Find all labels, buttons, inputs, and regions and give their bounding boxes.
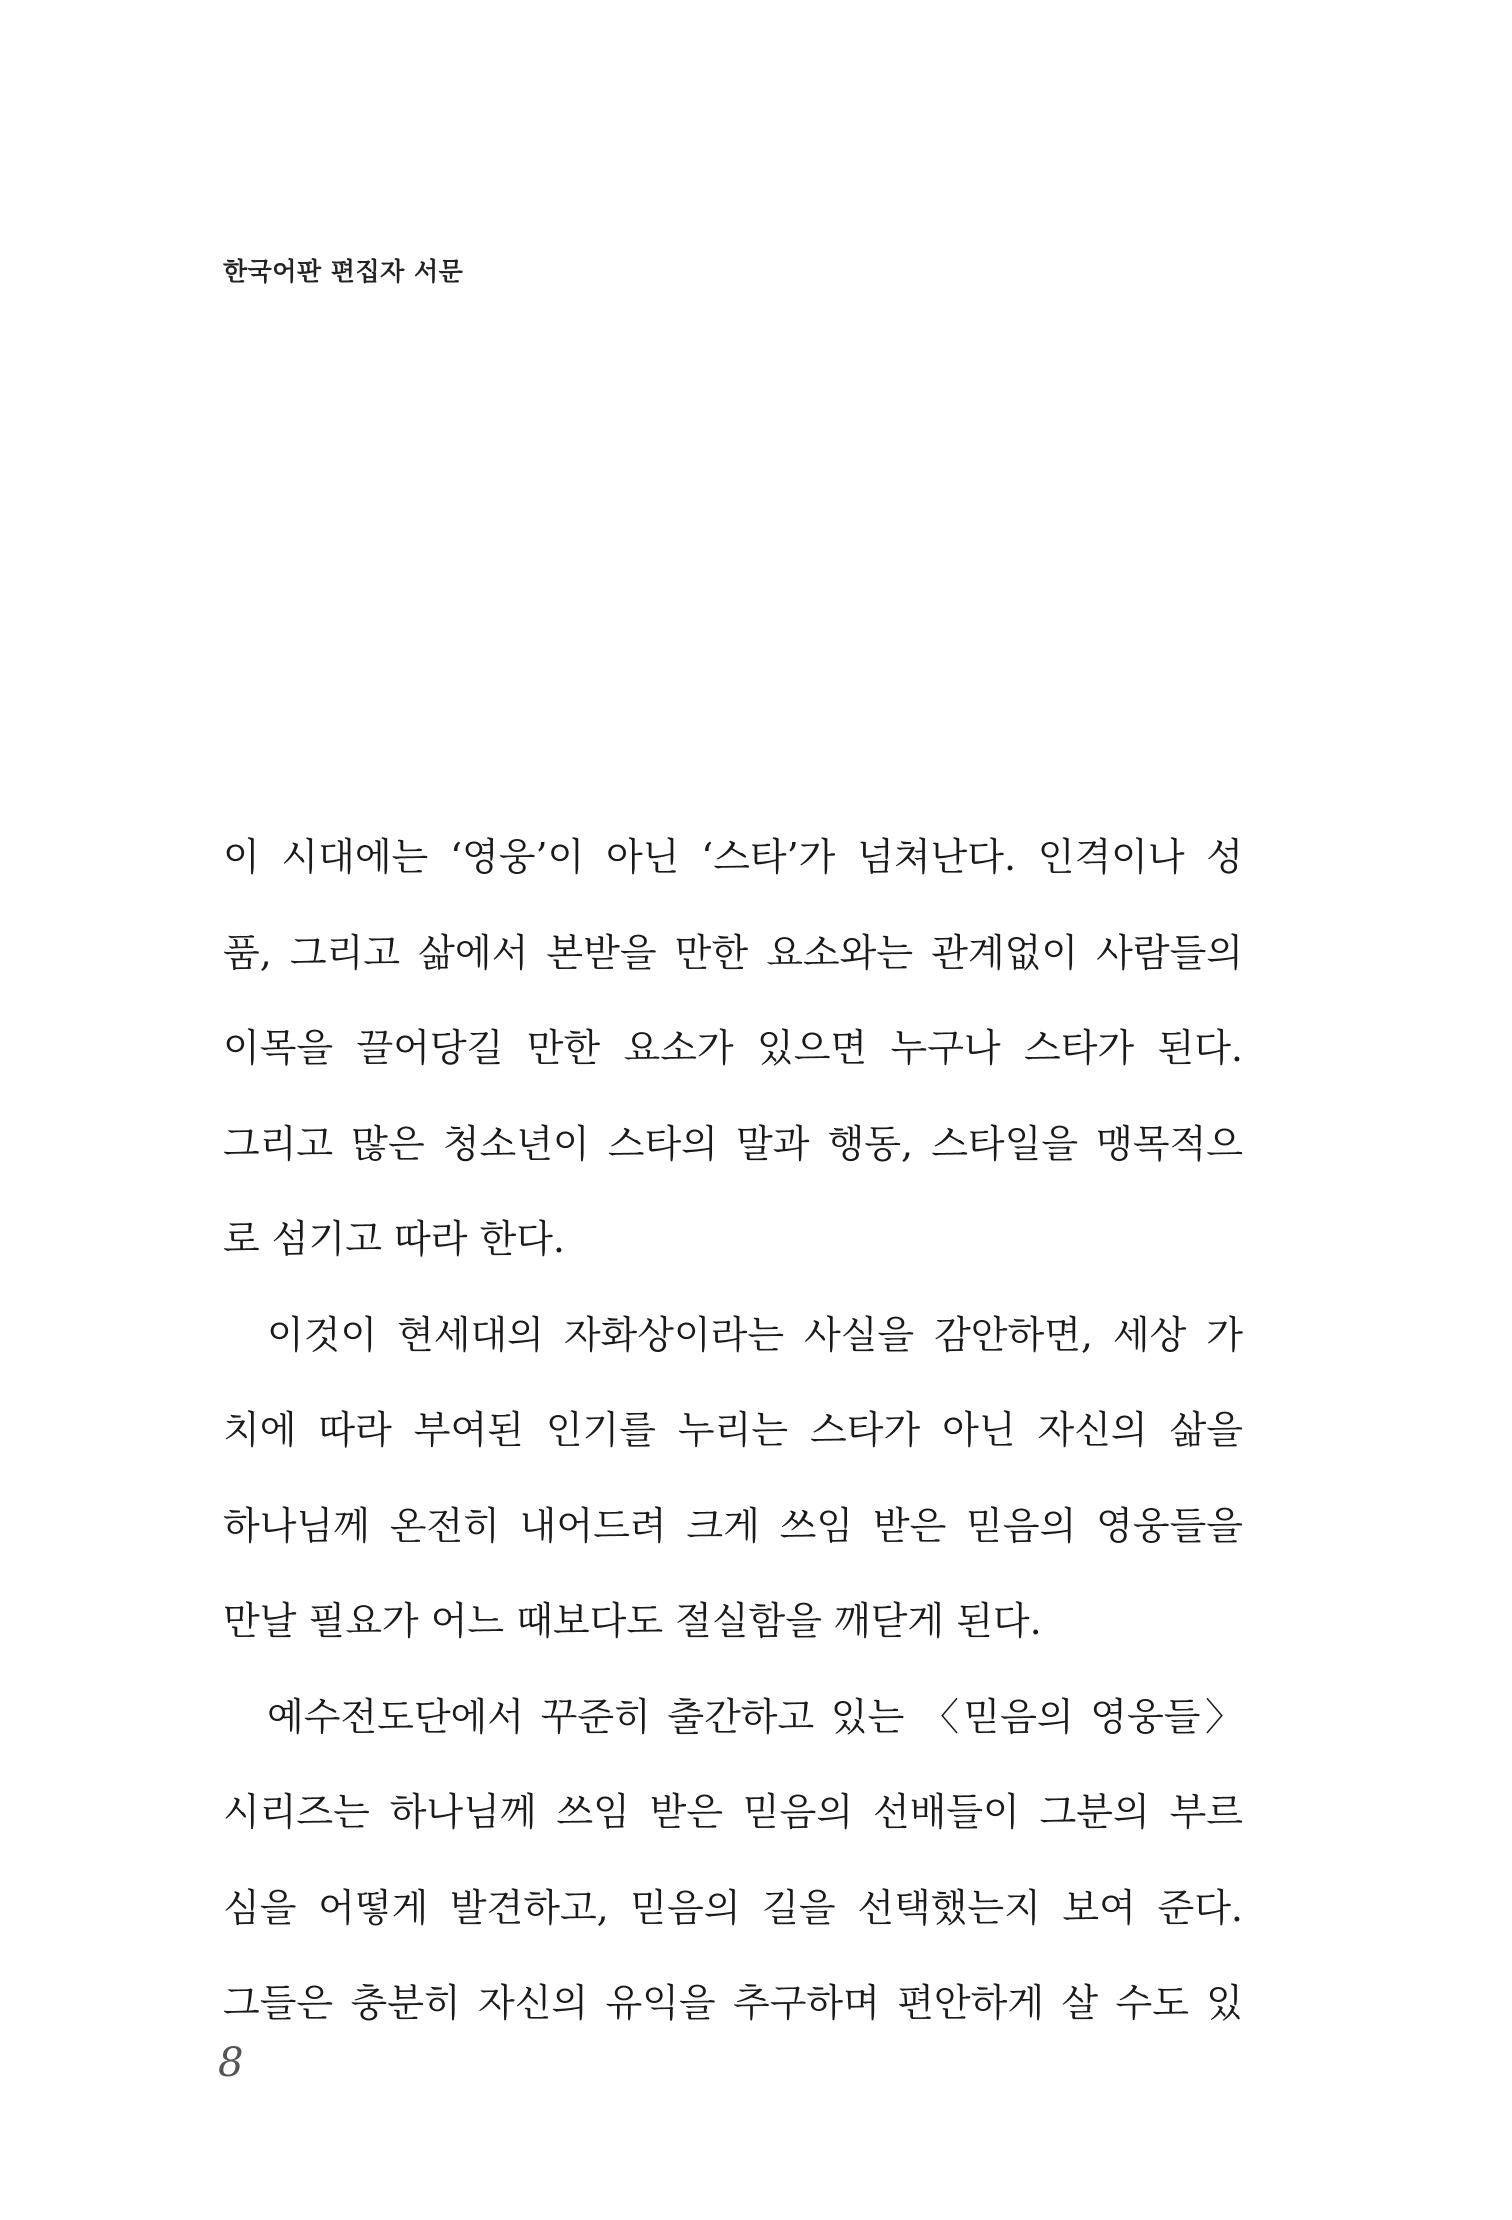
text-line: 심을 어떻게 발견하고, 믿음의 길을 선택했는지 보여 준다. xyxy=(223,1885,1243,1930)
text-line: 그리고 많은 청소년이 스타의 말과 행동, 스타일을 맹목적으 xyxy=(223,1121,1243,1166)
text-line: 품, 그리고 삶에서 본받을 만한 요소와는 관계없이 사람들의 xyxy=(223,930,1243,975)
text-line: 시리즈는 하나님께 쓰임 받은 믿음의 선배들이 그분의 부르 xyxy=(223,1790,1243,1834)
text-line: 로 섬기고 따라 한다. xyxy=(223,1217,565,1261)
text-line: 하나님께 온전히 내어드려 크게 쓰임 받은 믿음의 영웅들을 xyxy=(223,1503,1243,1548)
chapter-title: 한국어판 편집자 서문 xyxy=(223,257,464,286)
page-number: 8 xyxy=(218,2040,244,2086)
text-line: 이것이 현세대의 자화상이라는 사실을 감안하면, 세상 가 xyxy=(267,1312,1243,1357)
body-text xyxy=(223,810,1243,2052)
text-line: 이목을 끌어당길 만한 요소가 있으면 누구나 스타가 된다. xyxy=(223,1026,1243,1070)
text-line: 예수전도단에서 꾸준히 출간하고 있는 〈믿음의 영웅들〉 xyxy=(267,1694,1243,1739)
text-line: 치에 따라 부여된 인기를 누리는 스타가 아닌 자신의 삶을 xyxy=(223,1408,1243,1452)
text-line: 그들은 충분히 자신의 유익을 추구하며 편안하게 살 수도 있 xyxy=(223,1981,1243,2025)
text-line: 만날 필요가 어느 때보다도 절실함을 깨닫게 된다. xyxy=(223,1599,1042,1643)
text-line: 이 시대에는 ‘영웅’이 아닌 ‘스타’가 넘쳐난다. 인격이나 성 xyxy=(223,835,1243,879)
